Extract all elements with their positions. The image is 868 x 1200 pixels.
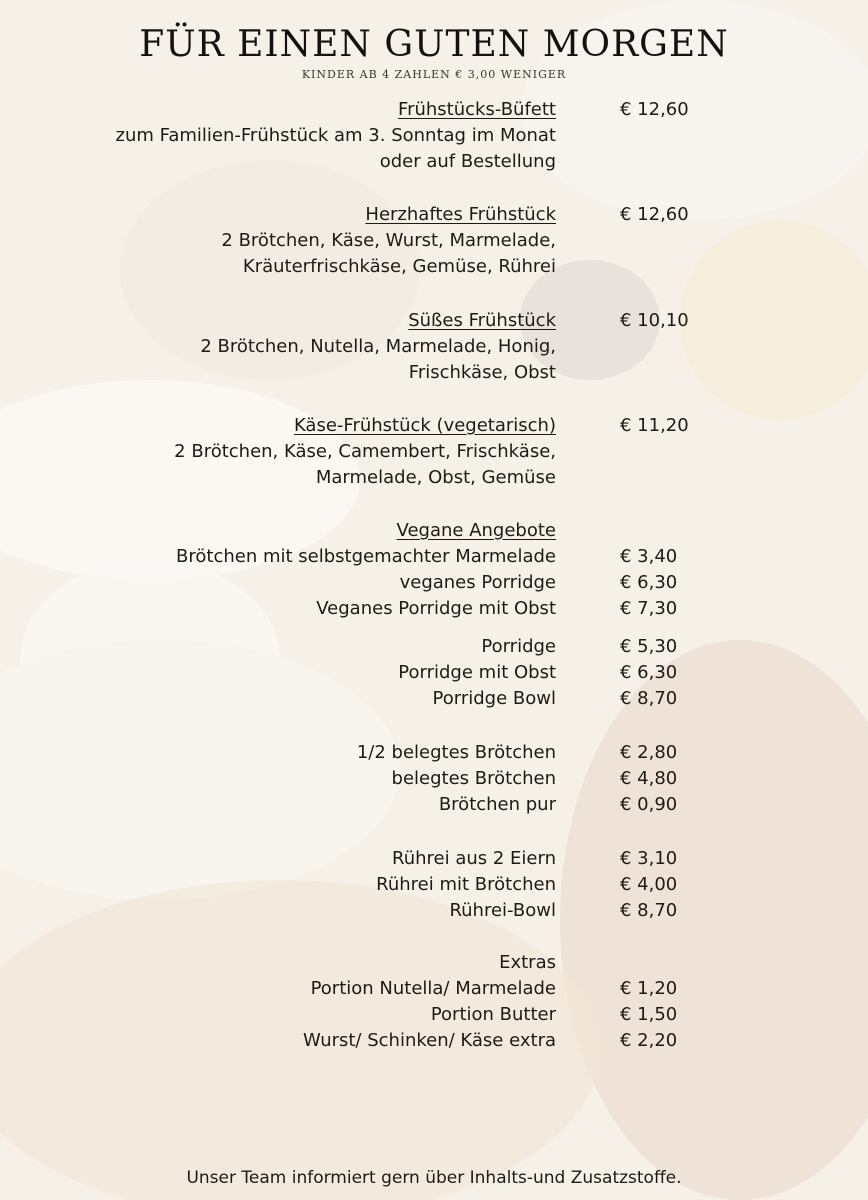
menu-line — [0, 465, 868, 491]
menu-line — [0, 792, 868, 818]
menu-item-text: Wurst/ Schinken/ Käse extra — [303, 1030, 556, 1051]
menu-line — [0, 413, 868, 439]
menu-line — [0, 439, 868, 465]
menu-item-heading: Süßes Frühstück — [408, 310, 556, 331]
menu-item-text: 1/2 belegtes Brötchen — [356, 742, 556, 763]
menu-line — [0, 740, 868, 766]
menu-line — [0, 360, 868, 386]
menu-item-text: Portion Butter — [430, 1004, 556, 1025]
menu-line — [0, 950, 868, 976]
menu-line — [0, 570, 868, 596]
menu-item-text: Rührei-Bowl — [449, 900, 556, 921]
menu-item-price: € 2,20 — [620, 1030, 678, 1051]
menu-line — [0, 334, 868, 360]
menu-item-text: Marmelade, Obst, Gemüse — [315, 467, 556, 488]
menu-item-text: Rührei aus 2 Eiern — [392, 848, 556, 869]
menu-line — [0, 149, 868, 175]
menu-item-price: € 2,80 — [620, 742, 678, 763]
menu-item-price: € 1,20 — [620, 978, 678, 999]
menu-item-heading: Vegane Angebote — [396, 520, 556, 541]
menu-item-price: € 5,30 — [620, 636, 678, 657]
menu-line — [0, 544, 868, 570]
menu-item-text: zum Familien-Frühstück am 3. Sonntag im Monat — [115, 125, 556, 146]
menu-line — [0, 634, 868, 660]
menu-line — [0, 976, 868, 1002]
menu-line — [0, 123, 868, 149]
menu-item-heading: Käse-Frühstück (vegetarisch) — [293, 415, 556, 436]
menu-item-text: Frischkäse, Obst — [408, 362, 556, 383]
menu-item-text: veganes Porridge — [399, 572, 556, 593]
menu-item-text: Porridge — [481, 636, 556, 657]
allergen-note: Unser Team informiert gern über Inhalts-und Zusatzstoffe. — [186, 1168, 682, 1188]
menu-item-heading: Herzhaftes Frühstück — [365, 204, 556, 225]
menu-item-price: € 12,60 — [620, 99, 689, 120]
menu-line — [0, 97, 868, 123]
menu-item-price: € 3,10 — [620, 848, 678, 869]
menu-item-price: € 4,80 — [620, 768, 678, 789]
menu-line — [0, 254, 868, 280]
menu-item-price: € 6,30 — [620, 662, 678, 683]
menu-item-text: Rührei mit Brötchen — [376, 874, 556, 895]
menu-line — [0, 1028, 868, 1054]
menu-item-price: € 3,40 — [620, 546, 678, 567]
menu-line — [0, 846, 868, 872]
menu-item-text: Portion Nutella/ Marmelade — [310, 978, 556, 999]
menu-item-price: € 0,90 — [620, 794, 678, 815]
menu-item-text: Porridge Bowl — [432, 688, 556, 709]
menu-item-price: € 4,00 — [620, 874, 678, 895]
menu-subtitle: KINDER AB 4 ZAHLEN € 3,00 WENIGER — [301, 68, 567, 81]
menu-item-price: € 8,70 — [620, 688, 678, 709]
menu-item-price: € 11,20 — [620, 415, 689, 436]
menu-item-text: Extras — [499, 952, 556, 973]
menu-line — [0, 872, 868, 898]
menu-title: FÜR EINEN GUTEN MORGEN — [139, 24, 729, 65]
menu-line — [0, 308, 868, 334]
menu-line — [0, 596, 868, 622]
menu-item-heading: Frühstücks-Büfett — [398, 99, 556, 120]
menu-line — [0, 660, 868, 686]
menu-item-price: € 8,70 — [620, 900, 678, 921]
menu-item-text: Brötchen mit selbstgemachter Marmelade — [176, 546, 556, 567]
menu-line — [0, 518, 868, 544]
menu-item-price: € 12,60 — [620, 204, 689, 225]
menu-item-text: 2 Brötchen, Käse, Camembert, Frischkäse, — [174, 441, 556, 462]
menu-item-price: € 6,30 — [620, 572, 678, 593]
menu-item-text: Kräuterfrischkäse, Gemüse, Rührei — [242, 256, 556, 277]
menu-item-text: 2 Brötchen, Käse, Wurst, Marmelade, — [221, 230, 556, 251]
menu-item-price: € 10,10 — [620, 310, 689, 331]
menu-item-text: 2 Brötchen, Nutella, Marmelade, Honig, — [200, 336, 556, 357]
menu-item-price: € 7,30 — [620, 598, 678, 619]
menu-line — [0, 228, 868, 254]
menu-item-text: Porridge mit Obst — [398, 662, 556, 683]
menu-item-text: belegtes Brötchen — [391, 768, 556, 789]
menu-line — [0, 686, 868, 712]
menu-item-price: € 1,50 — [620, 1004, 678, 1025]
menu-item-text: Veganes Porridge mit Obst — [316, 598, 556, 619]
menu-line — [0, 1002, 868, 1028]
menu-line — [0, 898, 868, 924]
menu-item-text: oder auf Bestellung — [379, 151, 556, 172]
menu-line — [0, 202, 868, 228]
menu-item-text: Brötchen pur — [438, 794, 556, 815]
menu-line — [0, 766, 868, 792]
